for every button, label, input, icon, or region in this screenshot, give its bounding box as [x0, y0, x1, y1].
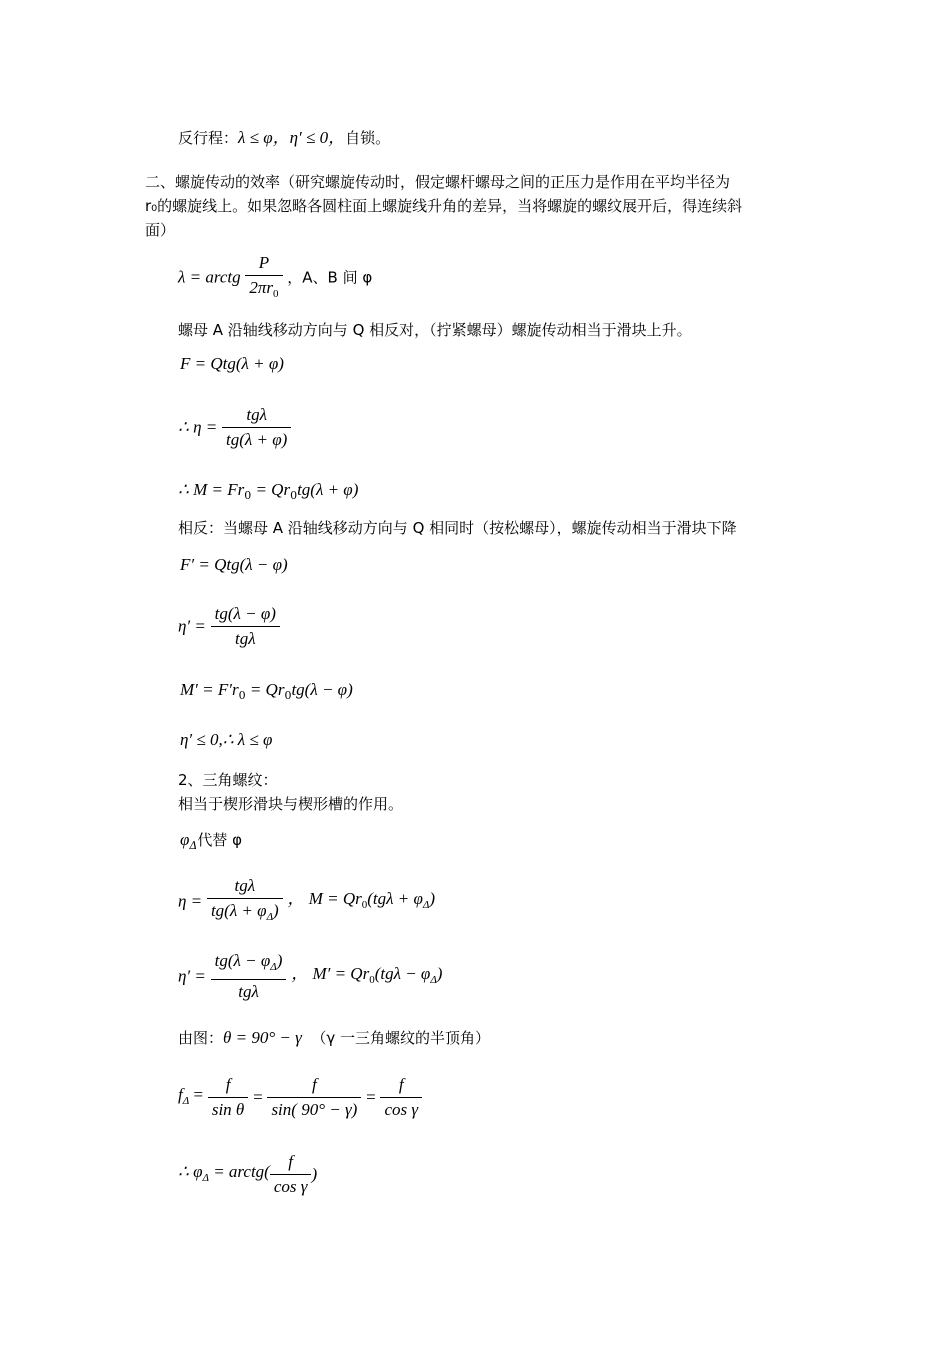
formula: λ ≤ φ，η′ ≤ 0，	[238, 128, 346, 147]
reverse-text: 相反：当螺母 A 沿轴线移动方向与 Q 相同时（按松螺母），螺旋传动相当于滑块下降	[178, 519, 737, 537]
self-lock-condition: η′ ≤ 0,∴ λ ≤ φ	[180, 730, 273, 749]
label-text: 自锁。	[345, 129, 391, 147]
torque-formula: ∴ $M = Fr_0 = Qr_0tg(\lambda + \varphi)$	[178, 480, 359, 502]
phi-substitution: $\varphi_\Delta$代替 φ	[180, 830, 243, 852]
efficiency-triangular-reverse-formula: η′ = $\frac{tg(\lambda - \varphi_\Delta)}{\text{tgλ}}$ ， $M' = Qr_0(tg\lambda - \varphi_\Delta)$	[178, 951, 443, 1001]
equivalent-friction-angle-formula: ∴ $\varphi_\Delta$ = arctg( $\frac{f}{\text{cos γ}}$ )	[178, 1152, 318, 1196]
lambda-formula: λ = arctg $\frac{P}{2\pi r_0}$ ，A、B 间 φ	[178, 253, 372, 304]
paragraph-line: 面）	[145, 221, 176, 239]
section-heading-efficiency: 二、螺旋传动的效率（研究螺旋传动时，假定螺杆螺母之间的正压力是作用在平均半径为	[145, 173, 731, 191]
section-heading-triangular: 2、三角螺纹：	[178, 771, 278, 789]
reverse-stroke-line	[178, 128, 390, 148]
efficiency-formula: ∴ η = $\frac{\text{tgλ}}{tg(\lambda + \varphi)}$	[178, 405, 291, 450]
nut-text: 螺母 A 沿轴线移动方向与 Q 相反对，（拧紧螺母）螺旋传动相当于滑块上升。	[178, 321, 692, 339]
section-description: 相当于楔形滑块与楔形槽的作用。	[178, 795, 404, 813]
label-text: 反行程：	[178, 129, 239, 147]
friction-coefficient-formula: $f_\Delta$ = $\frac{f}{\text{sin θ}}$ = $\frac{f}{\sin( 90^\circ - \gamma)}$ = $\frac{f}{\text{cos γ}}$	[178, 1075, 422, 1120]
force-reverse-formula: F′ = Qtg(λ − φ)	[180, 555, 288, 574]
lambda-fraction: $\frac{P}{2\pi r_0}$	[245, 253, 282, 304]
efficiency-reverse-formula: η′ = $\frac{tg(\lambda - \varphi)}{\text{tgλ}}$	[178, 604, 280, 649]
paragraph-line: r₀的螺旋线上。如果忽略各圆柱面上螺旋线升角的差异，当将螺旋的螺纹展开后，得连续斜	[145, 197, 743, 215]
torque-reverse-formula: $M' = F'r_0 = Qr_0tg(\lambda - \varphi)$	[180, 680, 353, 702]
force-formula: F = Qtg(λ + φ)	[180, 354, 284, 373]
figure-relation: 由图：θ = 90° − γ （γ 一三角螺纹的半顶角）	[178, 1028, 491, 1047]
efficiency-triangular-formula: η = $\frac{\text{tgλ}}{tg(\lambda + \varphi_\Delta)}$ ， $M = Qr_0(tg\lambda + \varphi_\Delta)$	[178, 876, 436, 923]
